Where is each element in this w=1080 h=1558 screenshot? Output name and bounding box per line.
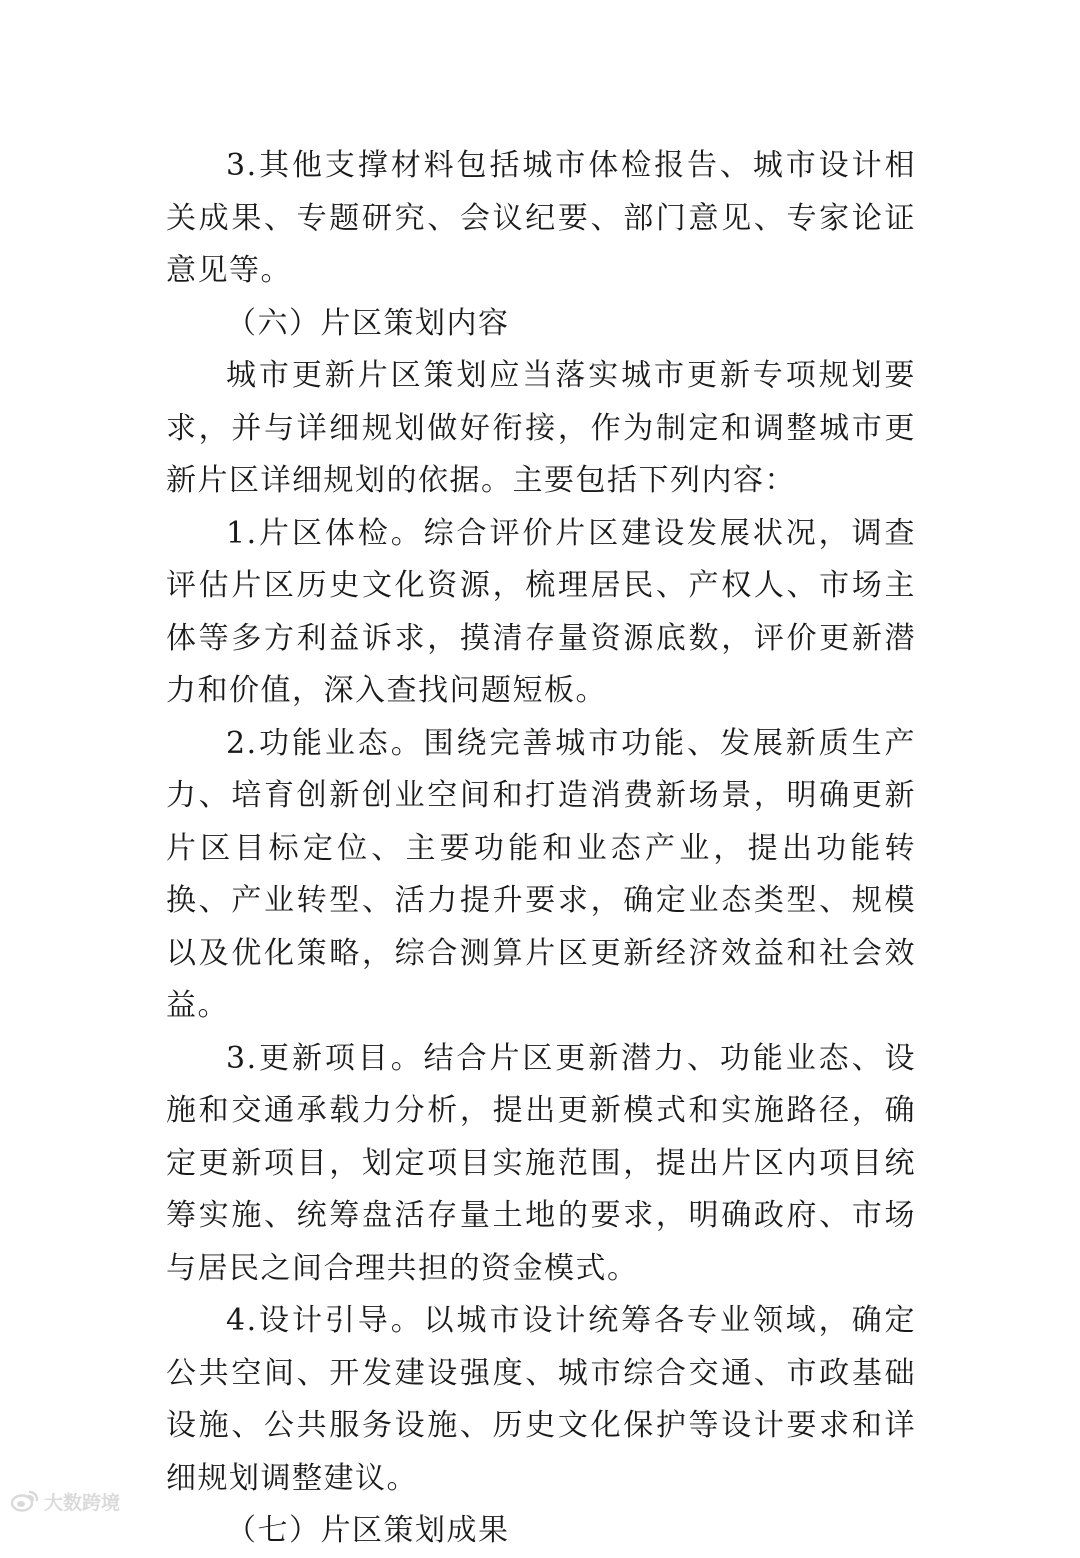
para-item-4: 4.设计引导。以城市设计统筹各专业领域，确定公共空间、开发建设强度、城市综合交通、市政基础设施、公共服务设施、历史文化保护等设计要求和详细规划调整建议。 bbox=[166, 1303, 916, 1496]
para-item-2: 2.功能业态。围绕完善城市功能、发展新质生产力、培育创新创业空间和打造消费新场景，明确更新片区目标定位、主要功能和业态产业，提出功能转换、产业转型、活力提升要求，确定业态类型、规模以及优化策略，综合测算片区更新经济效益和社会效益。 bbox=[166, 725, 916, 1023]
heading-section-7: （七）片区策划成果 bbox=[226, 1513, 510, 1548]
watermark bbox=[10, 1488, 120, 1514]
heading-section-6: （六）片区策划内容 bbox=[226, 305, 510, 341]
weibo-logo-icon bbox=[10, 1489, 40, 1513]
para-item-1: 1.片区体检。综合评价片区建设发展状况，调查评估片区历史文化资源，梳理居民、产权人、市场主体等多方利益诉求，摸清存量资源底数，评价更新潜力和价值，深入查找问题短板。 bbox=[166, 515, 916, 708]
watermark-text: 大数跨境 bbox=[44, 1491, 121, 1514]
para-other-materials: 3.其他支撑材料包括城市体检报告、城市设计相关成果、专题研究、会议纪要、部门意见、专家论证意见等。 bbox=[166, 148, 916, 288]
para-item-3: 3.更新项目。结合片区更新潜力、功能业态、设施和交通承载力分析，提出更新模式和实施路径，确定更新项目，划定项目实施范围，提出片区内项目统筹实施、统筹盘活存量土地的要求，明确政府、市场与居民之间合理共担的资金模式。 bbox=[166, 1040, 916, 1286]
document-body bbox=[166, 140, 916, 1558]
para-section-6-intro: 城市更新片区策划应当落实城市更新专项规划要求，并与详细规划做好衔接，作为制定和调整城市更新片区详细规划的依据。主要包括下列内容： bbox=[166, 358, 916, 498]
